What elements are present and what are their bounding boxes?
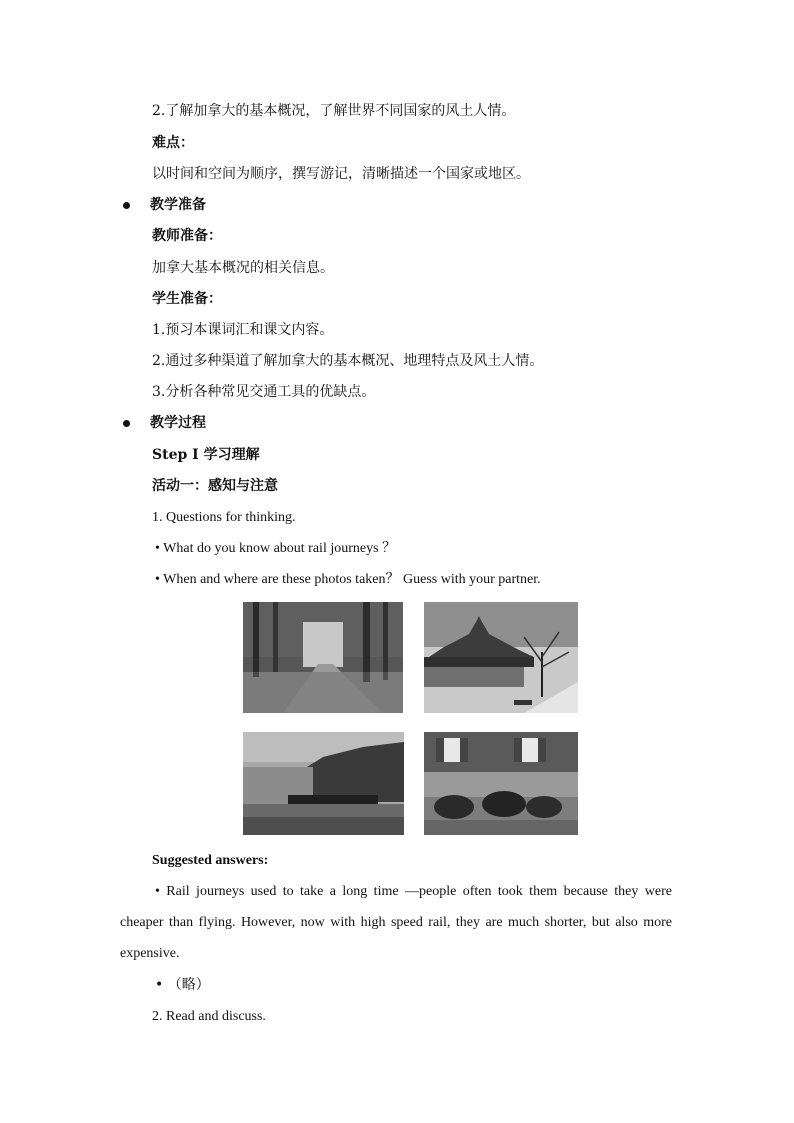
bullet-dot [123, 202, 130, 209]
heading-step-1: Step I 学习理解 [152, 447, 260, 463]
heading-student-prep: 学生准备： [152, 291, 222, 307]
heading-process: 教学过程 [150, 415, 206, 431]
line-difficulty: 以时间和空间为顺序，撰写游记，清晰描述一个国家或地区。 [152, 166, 530, 182]
line-read-discuss: 2. Read and discuss. [152, 1009, 266, 1024]
line-answer-omitted: • （略） [155, 977, 210, 993]
line-teacher-prep: 加拿大基本概况的相关信息。 [152, 260, 334, 276]
paragraph-answer-rail: • Rail journeys used to take a long time —people often took them because they were cheaper than flying. However, now with high speed rail, they are much shorter, but also more expensive. [120, 884, 672, 961]
heading-suggested-answers: Suggested answers: [152, 853, 269, 868]
heading-activity-1: 活动一：感知与注意 [152, 478, 278, 494]
heading-preparation: 教学准备 [150, 197, 206, 213]
line-question-rail: • What do you know about rail journeys ？ [155, 541, 397, 556]
line-student-prep-3: 3.分析各种常见交通工具的优缺点。 [152, 384, 376, 400]
line-student-prep-1: 1.预习本课词汇和课文内容。 [152, 322, 334, 338]
line-questions: 1. Questions for thinking. [152, 510, 296, 525]
photo-forest-road [243, 602, 403, 713]
photo-mounties-flags [424, 732, 578, 835]
line-objective-2: 2.了解加拿大的基本概况，了解世界不同国家的风土人情。 [152, 103, 516, 119]
line-question-photos: • When and where are these photos taken？ Guess with your partner. [155, 572, 541, 587]
line-student-prep-2: 2.通过多种渠道了解加拿大的基本概况、地理特点及风土人情。 [152, 353, 544, 369]
photo-train-coast [243, 732, 404, 835]
photo-parliament [424, 602, 578, 713]
heading-difficulty: 难点： [152, 135, 194, 151]
bullet-dot [123, 420, 130, 427]
heading-teacher-prep: 教师准备： [152, 228, 222, 244]
